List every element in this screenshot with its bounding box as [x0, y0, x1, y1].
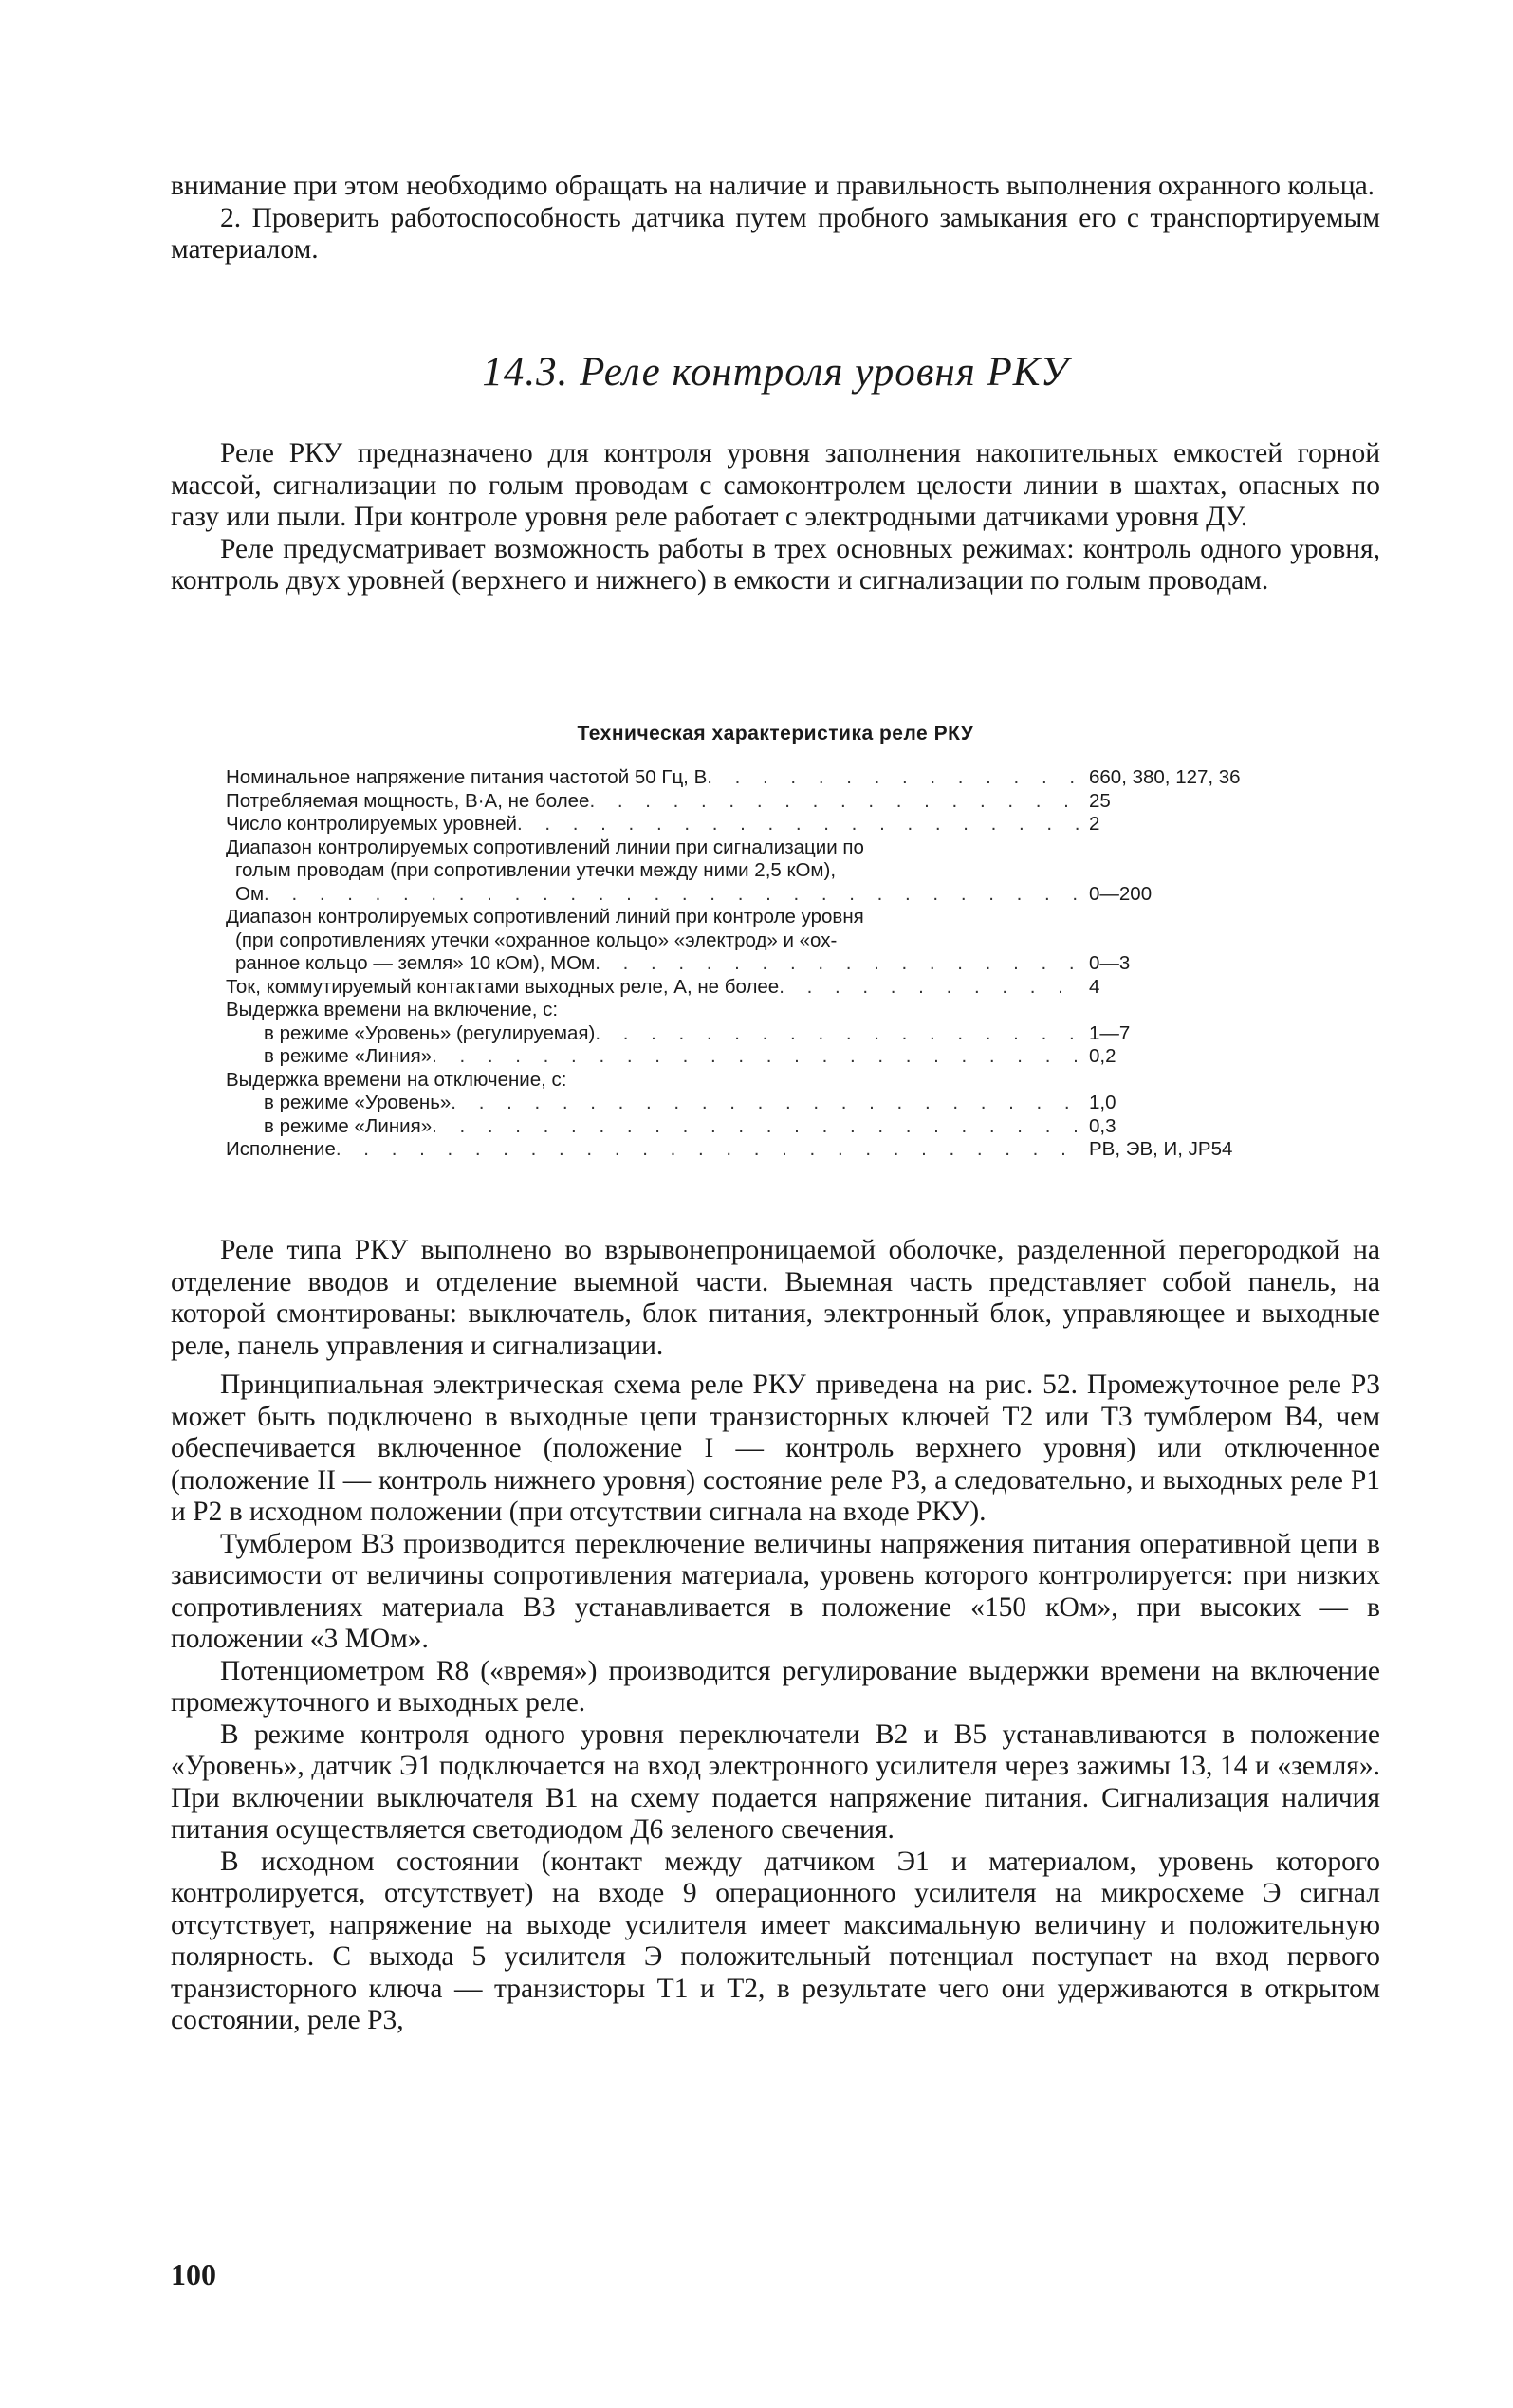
spec-value: 0,3 — [1089, 1114, 1116, 1137]
intro-paragraph-2: 2. Проверить работоспособность датчика путем пробного замыкания его с транспортируемым материалом. — [171, 202, 1380, 265]
spec-value: 0—3 — [1089, 952, 1131, 974]
spec-row: Выдержка времени на отключение, с: — [226, 1068, 567, 1091]
spec-row: Номинальное напряжение питания частотой 50 Гц, В . . . 660, 380, 127, 36 — [226, 766, 1279, 790]
paragraph-toggle-b3: Тумблером В3 производится переключение величины напряжения питания оперативной цепи в зависимости от величины сопротивления материала, уровень которого контролируется: при низких сопротивлениях материала В3 устанавливается в положение «150 кОм», при высоких — в положении «3 МОм». — [171, 1528, 1380, 1654]
section-title: 14.3. Реле контроля уровня РКУ — [482, 350, 1069, 395]
spec-table-title: Техническая характеристика реле РКУ — [577, 723, 974, 744]
spec-row: Исполнение . . . РВ, ЭВ, И, JP54 — [226, 1138, 1279, 1162]
paragraph-single-level: В режиме контроля одного уровня переключатели В2 и В5 устанавливаются в положение «Уровень», датчик Э1 подключается на вход электронного усилителя через зажимы 13, 14 и «земля». При включении выключателя В1 на схему подается напряжение питания. Сигнализация наличия питания осуществляется светодиодом Д6 зеленого свечения. — [171, 1719, 1380, 1845]
spec-value: РВ, ЭВ, И, JP54 — [1089, 1138, 1233, 1160]
spec-value: 660, 380, 127, 36 — [1089, 766, 1241, 788]
spec-row: Диапазон контролируемых сопротивлений линии при сигнализации по — [226, 836, 864, 858]
spec-row: ранное кольцо — земля» 10 кОм), МОм . . . 0—3 — [226, 952, 1279, 976]
paragraph-schematic: Принципиальная электрическая схема реле РКУ приведена на рис. 52. Промежуточное реле Р3 может быть подключено в выходные цепи транзисторных ключей Т2 или Т3 тумблером В4, чем обеспечивается включенное (положение I — контроль верхнего уровня) или отключенное (положение II — контроль нижнего уровня) состояние реле Р3, а следовательно, и выходных реле Р1 и Р2 в исходном положении (при отсутствии сигнала на входе РКУ). — [171, 1369, 1380, 1527]
spec-table — [226, 766, 1279, 1162]
paragraph-rku-purpose: Реле РКУ предназначено для контроля уровня заполнения накопительных емкостей горной массой, сигнализации по голым проводам с самоконтролем целости линии в шахтах, опасных по газу или пыли. При контроле уровня реле работает с электродными датчиками уровня ДУ. — [171, 438, 1380, 532]
intro-paragraph-1: внимание при этом необходимо обращать на наличие и правильность выполнения охранного кольца. — [171, 171, 1375, 201]
spec-value: 1—7 — [1089, 1021, 1131, 1044]
spec-row: Диапазон контролируемых сопротивлений линий при контроле уровня — [226, 906, 864, 928]
page-number: 100 — [171, 2257, 216, 2291]
spec-value: 2 — [1089, 813, 1100, 835]
spec-row: Число контролируемых уровней . . . 2 — [226, 813, 1279, 836]
paragraph-potentiometer: Потенциометром R8 («время») производится регулирование выдержки времени на включение промежуточного и выходных реле. — [171, 1655, 1380, 1718]
paragraph-initial-state: В исходном состоянии (контакт между датчиком Э1 и материалом, уровень которого контролируется, отсутствует) на входе 9 операционного усилителя на микросхеме Э сигнал отсутствует, напряжение на выходе усилителя имеет максимальную величину и положительную полярность. С выхода 5 усилителя Э положительный потенциал поступает на вход первого транзисторного ключа — транзисторы Т1 и Т2, в результате чего они удерживаются в открытом состоянии, реле Р3, — [171, 1846, 1380, 2035]
spec-row: в режиме «Уровень» (регулируемая) . . . 1—7 — [226, 1022, 1279, 1046]
paragraph-construction: Реле типа РКУ выполнено во взрывонепроницаемой оболочке, разделенной перегородкой на отделение вводов и отделение выемной части. Выемная часть представляет собой панель, на которой смонтированы: выключатель, блок питания, электронный блок, управляющее и выходные реле, панель управления и сигнализации. — [171, 1235, 1380, 1361]
section-intro-block — [171, 438, 1380, 597]
spec-value: 25 — [1089, 789, 1111, 812]
spec-row: в режиме «Уровень» . . . 1,0 — [226, 1092, 1279, 1115]
intro-block — [171, 171, 1380, 267]
spec-row: Выдержка времени на включение, с: — [226, 999, 559, 1020]
paragraph-rku-modes: Реле предусматривает возможность работы в трех основных режимах: контроль одного уровня, контроль двух уровней (верхнего и нижнего) в емкости и сигнализации по голым проводам. — [171, 533, 1380, 596]
spec-value: 4 — [1089, 975, 1100, 998]
body-text-block — [171, 1235, 1380, 2037]
spec-row: голым проводам (при сопротивлении утечки между ними 2,5 кОм), — [235, 859, 837, 881]
spec-row: Потребляемая мощность, В·А, не более . . . 25 — [226, 790, 1279, 814]
spec-row: Ток, коммутируемый контактами выходных реле, А, не более . . . 4 — [226, 976, 1279, 1000]
spec-value: 1,0 — [1089, 1092, 1116, 1113]
spec-row: в режиме «Линия» . . . 0,3 — [226, 1115, 1279, 1139]
spec-value: 0—200 — [1089, 882, 1153, 905]
spec-row: в режиме «Линия» . . . 0,2 — [226, 1045, 1279, 1069]
spec-value: 0,2 — [1089, 1045, 1116, 1067]
spec-row: Ом . . . 0—200 — [226, 883, 1279, 907]
spec-row: (при сопротивлениях утечки «охранное кольцо» «электрод» и «ох- — [235, 928, 838, 951]
